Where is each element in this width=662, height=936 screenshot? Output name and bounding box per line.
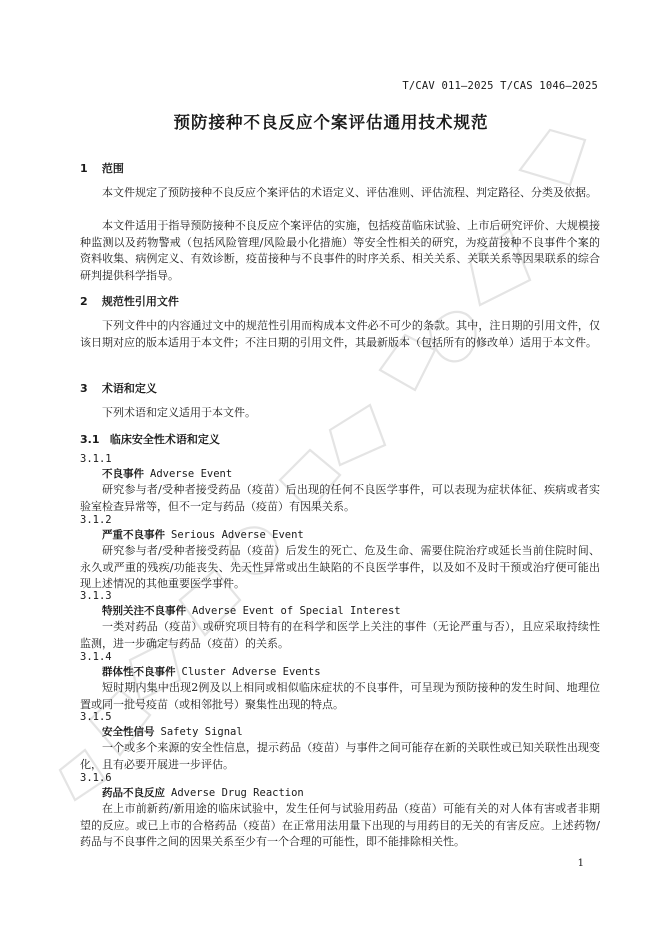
section-number: 2 bbox=[80, 295, 88, 308]
term-entry bbox=[80, 513, 600, 593]
term-number: 3.1.2 bbox=[80, 514, 112, 526]
term-number: 3.1.5 bbox=[80, 711, 112, 723]
paragraph-text: 本文件规定了预防接种不良反应个案评估的术语定义、评估准则、评估流程、判定路径、分类及依据。 bbox=[102, 186, 597, 199]
term-name bbox=[80, 528, 600, 543]
term-definition: 研究参与者/受种者接受药品（疫苗）后出现的任何不良医学事件，可以表现为症状体征、疾病或者实验室检查异常等，但不一定与药品（疫苗）有因果关系。 bbox=[80, 483, 600, 513]
term-entry bbox=[80, 771, 600, 851]
term-entry bbox=[80, 710, 600, 773]
term-name bbox=[80, 725, 600, 740]
scope-paragraph-2 bbox=[80, 218, 600, 284]
paragraph-text: 下列术语和定义适用于本文件。 bbox=[102, 406, 256, 419]
term-name bbox=[80, 665, 600, 680]
term-name-en: Serious Adverse Event bbox=[171, 529, 304, 541]
term-definition: 研究参与者/受种者接受药品（疫苗）后发生的死亡、危及生命、需要住院治疗或延长当前住院时间、永久或严重的残疾/功能丧失、先天性异常或出生缺陷的不良医学事件，以及如不及时干预或治疗便可能出现上述情况的其他重要医学事件。 bbox=[80, 544, 600, 591]
section-title: 术语和定义 bbox=[101, 382, 157, 395]
term-definition: 一类对药品（疫苗）或研究项目特有的在科学和医学上关注的事件（无论严重与否），且应采取持续性监测，进一步确定与药品（疫苗）的关系。 bbox=[80, 620, 600, 650]
paragraph-text: 下列文件中的内容通过文中的规范性引用而构成本文件必不可少的条款。其中，注日期的引用文件，仅该日期对应的版本适用于本文件；不注日期的引用文件，其最新版本（包括所有的修改单）适用于本文件。 bbox=[80, 319, 600, 349]
term-name bbox=[80, 467, 600, 482]
term-number: 3.1.6 bbox=[80, 772, 112, 784]
section-normative-references bbox=[80, 293, 600, 309]
term-name-en: Cluster Adverse Events bbox=[181, 666, 321, 678]
term-name-en: Adverse Event bbox=[150, 468, 233, 480]
section-heading bbox=[80, 380, 600, 396]
term-number: 3.1.4 bbox=[80, 651, 112, 663]
references-paragraph bbox=[80, 318, 600, 351]
term-name-en: Safety Signal bbox=[160, 726, 243, 738]
term-name-zh: 安全性信号 bbox=[102, 726, 155, 738]
term-name bbox=[80, 786, 600, 801]
subsection-clinical-safety bbox=[80, 431, 600, 447]
page-number: 1 bbox=[577, 858, 584, 869]
term-definition: 一个或多个来源的安全性信息，提示药品（疫苗）与事件之间可能存在新的关联性或已知关联性出现变化，且有必要开展进一步评估。 bbox=[80, 741, 600, 771]
term-number: 3.1.3 bbox=[80, 590, 112, 602]
section-heading bbox=[80, 293, 600, 309]
section-heading bbox=[80, 160, 600, 176]
section-number: 3 bbox=[80, 382, 88, 395]
term-definition: 在上市前新药/新用途的临床试验中，发生任何与试验用药品（疫苗）可能有关的对人体有害或者非期望的反应。或已上市的合格药品（疫苗）在正常用法用量下出现的与用药目的无关的有害反应。上述药物/药品与不良事件之间的因果关系至少有一个合理的可能性，即不能排除相关性。 bbox=[80, 802, 600, 849]
term-definition: 短时期内集中出现2例及以上相同或相似临床症状的不良事件，可呈现为预防接种的发生时间、地理位置或同一批号疫苗（或相邻批号）聚集性出现的特点。 bbox=[80, 681, 600, 711]
term-name-en: Adverse Event of Special Interest bbox=[192, 605, 401, 617]
document-title: 预防接种不良反应个案评估通用技术规范 bbox=[173, 113, 489, 132]
paragraph-text: 本文件适用于指导预防接种不良反应个案评估的实施，包括疫苗临床试验、上市后研究评价、大规模接种监测以及药物警戒（包括风险管理/风险最小化措施）等安全性相关的研究，为疫苗接种不良事件个案的资料收集、病例定义、有效诊断，疫苗接种与不良事件的时序关系、相关关系、关联关系等因果联系的综合研判提供科学指导。 bbox=[80, 219, 600, 282]
subsection-title: 临床安全性术语和定义 bbox=[109, 433, 220, 446]
section-scope bbox=[80, 160, 600, 176]
scope-paragraph-1 bbox=[80, 185, 600, 202]
subsection-number: 3.1 bbox=[80, 433, 100, 446]
section-title: 范围 bbox=[101, 162, 124, 175]
section-number: 1 bbox=[80, 162, 88, 175]
term-name-zh: 特别关注不良事件 bbox=[102, 605, 186, 617]
term-name-zh: 药品不良反应 bbox=[102, 787, 165, 799]
section-terms bbox=[80, 380, 600, 396]
term-number: 3.1.1 bbox=[80, 453, 112, 465]
standard-codes: T/CAV 011—2025 T/CAS 1046—2025 bbox=[402, 80, 598, 92]
section-title: 规范性引用文件 bbox=[101, 295, 179, 308]
term-entry bbox=[80, 452, 600, 515]
term-entry bbox=[80, 650, 600, 713]
term-name-zh: 群体性不良事件 bbox=[102, 666, 176, 678]
terms-intro-paragraph bbox=[80, 405, 600, 422]
term-name-zh: 不良事件 bbox=[102, 468, 144, 480]
term-name-en: Adverse Drug Reaction bbox=[171, 787, 304, 799]
subsection-heading bbox=[80, 431, 600, 447]
term-name-zh: 严重不良事件 bbox=[102, 529, 165, 541]
term-entry bbox=[80, 589, 600, 652]
term-name bbox=[80, 604, 600, 619]
